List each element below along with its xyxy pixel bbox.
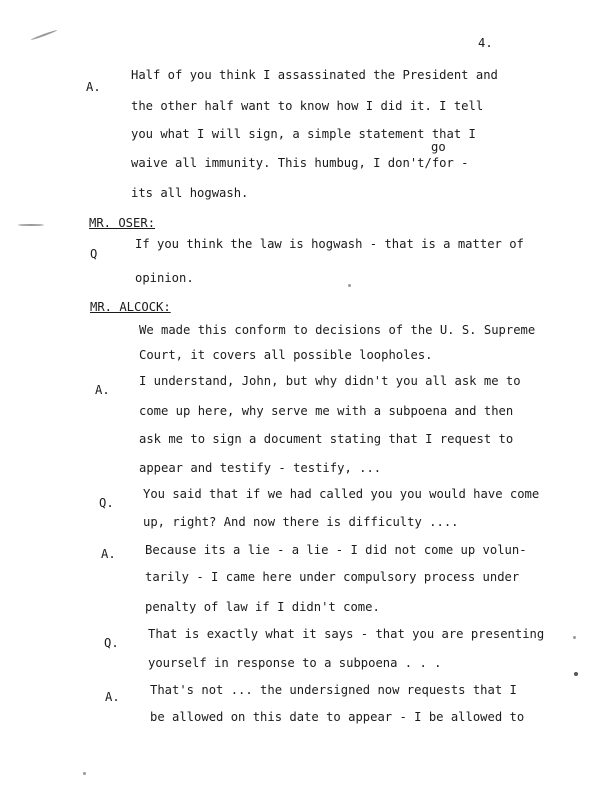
answer-line: waive all immunity. This humbug, I don't/for - bbox=[131, 156, 469, 170]
question-line: If you think the law is hogwash - that is a matter of bbox=[135, 237, 524, 251]
scan-speck bbox=[18, 224, 44, 226]
answer-line: you what I will sign, a simple statement that I bbox=[131, 127, 476, 141]
scan-speck bbox=[31, 29, 58, 40]
speaker-label: MR. ALCOCK: bbox=[90, 300, 171, 314]
question-line: up, right? And now there is difficulty .... bbox=[143, 515, 459, 529]
question-line: opinion. bbox=[135, 271, 194, 285]
page-number: 4. bbox=[478, 36, 493, 50]
answer-line: Because its a lie - a lie - I did not come up volun- bbox=[145, 543, 527, 557]
scan-speck bbox=[574, 672, 578, 676]
statement-line: Court, it covers all possible loopholes. bbox=[139, 348, 433, 362]
answer-line: come up here, why serve me with a subpoena and then bbox=[139, 404, 514, 418]
statement-line: We made this conform to decisions of the U. S. Supreme bbox=[139, 323, 536, 337]
answer-line: the other half want to know how I did it. I tell bbox=[131, 99, 484, 113]
answer-line: tarily - I came here under compulsory process under bbox=[145, 570, 520, 584]
question-marker: Q. bbox=[99, 496, 114, 510]
answer-marker: A. bbox=[101, 547, 116, 561]
answer-line: appear and testify - testify, ... bbox=[139, 461, 382, 475]
scan-speck bbox=[573, 636, 576, 639]
answer-line: Half of you think I assassinated the President and bbox=[131, 68, 498, 82]
question-marker: Q bbox=[90, 247, 98, 261]
question-line: That is exactly what it says - that you are presenting bbox=[148, 627, 545, 641]
scan-speck bbox=[348, 284, 351, 287]
answer-marker: A. bbox=[105, 690, 120, 704]
question-line: You said that if we had called you you would have come bbox=[143, 487, 540, 501]
answer-line: be allowed on this date to appear - I be allowed to bbox=[150, 710, 525, 724]
question-marker: Q. bbox=[104, 636, 119, 650]
scan-speck bbox=[83, 772, 86, 775]
interlinear-insert: go bbox=[431, 140, 446, 154]
answer-line: That's not ... the undersigned now requests that I bbox=[150, 683, 517, 697]
question-line: yourself in response to a subpoena . . . bbox=[148, 656, 442, 670]
answer-marker: A. bbox=[95, 383, 110, 397]
answer-line: ask me to sign a document stating that I request to bbox=[139, 432, 514, 446]
answer-line: its all hogwash. bbox=[131, 186, 249, 200]
speaker-label: MR. OSER: bbox=[89, 216, 156, 230]
answer-line: penalty of law if I didn't come. bbox=[145, 600, 380, 614]
answer-line: I understand, John, but why didn't you all ask me to bbox=[139, 374, 521, 388]
answer-marker: A. bbox=[86, 80, 101, 94]
